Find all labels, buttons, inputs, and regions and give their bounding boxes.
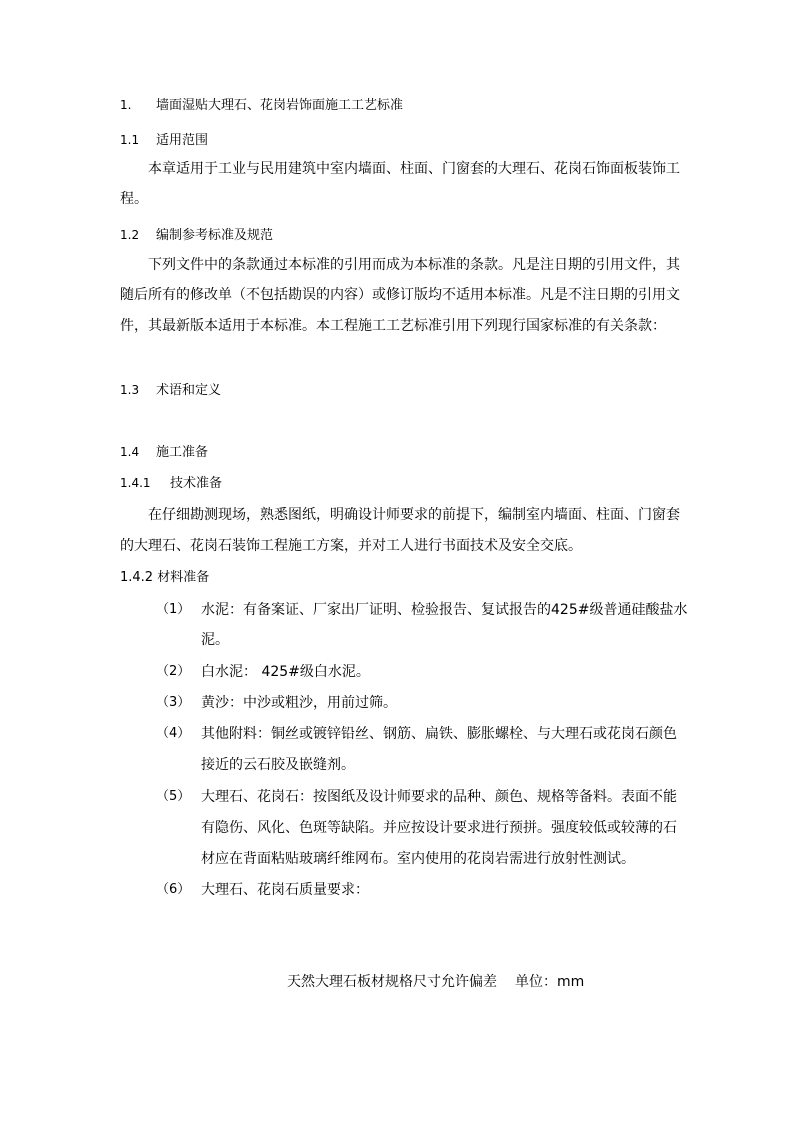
list-item-line: 有隐伤、风化、色斑等缺陷。并应按设计要求进行预拼。强度较低或较薄的石 xyxy=(201,820,677,836)
section-number: 1. xyxy=(120,98,132,112)
list-item-line: 大理石、花岗石质量要求： xyxy=(201,882,369,898)
paragraph-line: 件，其最新版本适用于本标准。本工程施工工艺标准引用下列现行国家标准的有关条款： xyxy=(120,318,666,334)
table-caption-title: 天然大理石板材规格尺寸允许偏差 xyxy=(287,974,497,990)
section-number: 1.2 xyxy=(120,228,140,242)
section-1-heading xyxy=(120,96,403,115)
list-item-number: （6） xyxy=(156,882,191,897)
section-number: 1.3 xyxy=(120,383,140,397)
list-item-number: （3） xyxy=(156,695,191,710)
section-1-4-1-heading xyxy=(120,474,222,493)
paragraph-line: 随后所有的修改单（不包括勘误的内容）或修订版均不适用本标准。凡是不注日期的引用文 xyxy=(120,287,680,303)
section-title: 适用范围 xyxy=(156,133,209,148)
section-title: 技术准备 xyxy=(170,476,223,491)
paragraph-line: 程。 xyxy=(120,191,148,207)
list-item-line: 白水泥： 425#级白水泥。 xyxy=(201,664,370,680)
list-item-line: 水泥：有备案证、厂家出厂证明、检验报告、复试报告的425#级普通硅酸盐水 xyxy=(201,602,688,618)
section-1-4-2-heading: 1.4.2 材料准备 xyxy=(120,570,210,585)
list-item-line: 材应在背面粘贴玻璃纤维网布。室内使用的花岗岩需进行放射性测试。 xyxy=(201,851,635,867)
list-item-line: 黄沙：中沙或粗沙，用前过筛。 xyxy=(201,695,397,711)
list-item-line: 大理石、花岗石：按图纸及设计师要求的品种、颜色、规格等备料。表面不能 xyxy=(201,789,677,805)
list-item-line: 接近的云石胶及嵌缝剂。 xyxy=(201,757,355,773)
list-item-number: （2） xyxy=(156,664,191,679)
list-item-line: 泥。 xyxy=(201,632,229,648)
section-title: 术语和定义 xyxy=(156,383,222,398)
paragraph-line: 下列文件中的条款通过本标准的引用而成为本标准的条款。凡是注日期的引用文件，其 xyxy=(148,257,680,273)
section-1-1-heading xyxy=(120,131,208,150)
list-item-number: （1） xyxy=(156,602,191,617)
section-number: 1.4 xyxy=(120,445,140,459)
paragraph-line: 的大理石、花岗石装饰工程施工方案，并对工人进行书面技术及安全交底。 xyxy=(120,538,582,554)
section-1-4-heading xyxy=(120,443,208,462)
paragraph-line: 本章适用于工业与民用建筑中室内墙面、柱面、门窗套的大理石、花岗石饰面板装饰工 xyxy=(148,161,680,177)
paragraph-line: 在仔细勘测现场，熟悉图纸，明确设计师要求的前提下，编制室内墙面、柱面、门窗套 xyxy=(148,507,680,523)
section-number: 1.1 xyxy=(120,133,140,147)
section-number: 1.4.1 xyxy=(120,476,151,490)
section-1-2-heading xyxy=(120,226,273,245)
list-item-line: 其他附料：铜丝或镀锌铅丝、钢筋、扁铁、膨胀螺栓、与大理石或花岗石颜色 xyxy=(201,726,677,742)
section-1-3-heading xyxy=(120,381,221,400)
list-item-number: （5） xyxy=(156,789,191,804)
table-caption xyxy=(287,972,584,992)
section-title: 施工准备 xyxy=(156,445,209,460)
table-caption-unit: 单位：mm xyxy=(515,974,585,990)
section-title: 墙面湿贴大理石、花岗岩饰面施工工艺标准 xyxy=(156,98,404,113)
section-title: 编制参考标准及规范 xyxy=(156,228,274,243)
list-item-number: （4） xyxy=(156,726,191,741)
